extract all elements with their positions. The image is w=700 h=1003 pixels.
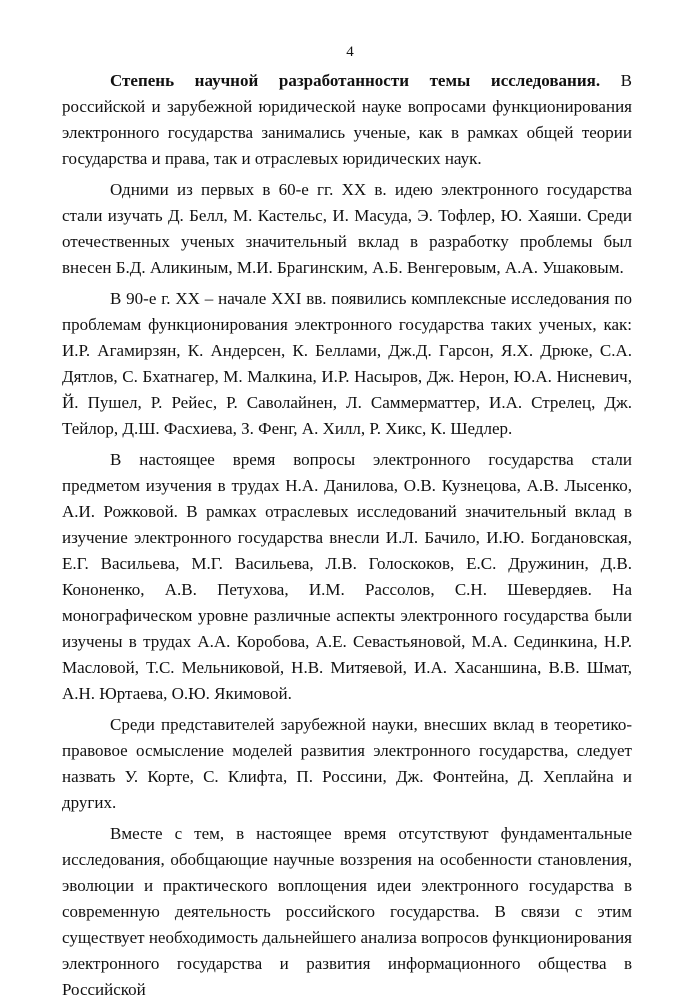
paragraph-text: Вместе с тем, в настоящее время отсутствуют фундаментальные исследования, обобщающие научные воззрения на особенности становления, эволюции и практического воплощения идеи электронного государства в современную деятельность российского государства. В связи с этим существует необходимость дальнейшего анализа вопросов функционирования электронного государства и развития информационного общества в Российской — [62, 824, 632, 999]
paragraph-1 — [62, 68, 632, 172]
document-body — [62, 68, 632, 1003]
paragraph-5 — [62, 712, 632, 816]
paragraph-2 — [62, 177, 632, 281]
paragraph-text: Одними из первых в 60-е гг. XX в. идею электронного государства стали изучать Д. Белл, М. Кастельс, И. Масуда, Э. Тофлер, Ю. Хаяши. Среди отечественных ученых значительный вклад в разработку проблемы был внесен Б.Д. Аликиным, М.И. Брагинским, А.Б. Венгеровым, А.А. Ушаковым. — [62, 180, 632, 277]
paragraph-4 — [62, 447, 632, 707]
section-heading: Степень научной разработанности темы исследования. — [110, 71, 601, 90]
paragraph-6 — [62, 821, 632, 1003]
page-number: 4 — [346, 44, 354, 60]
paragraph-text: Среди представителей зарубежной науки, внесших вклад в теоретико-правовое осмысление моделей развития электронного государства, следует назвать У. Корте, С. Клифта, П. Россини, Дж. Фонтейна, Д. Хеплайна и других. — [62, 715, 632, 812]
paragraph-3 — [62, 286, 632, 442]
paragraph-text: В настоящее время вопросы электронного государства стали предметом изучения в трудах Н.А. Данилова, О.В. Кузнецова, А.В. Лысенко, А.И. Рожковой. В рамках отраслевых исследований значительный вклад в изучение электронного государства внесли И.Л. Бачило, И.Ю. Богдановская, Е.Г. Васильева, М.Г. Васильева, Л.В. Голоскоков, Е.С. Дружинин, Д.В. Кононенко, А.В. Петухова, И.М. Рассолов, С.Н. Шевердяев. На монографическом уровне различные аспекты электронного государства были изучены в трудах А.А. Коробова, А.Е. Севастьяновой, М.А. Сединкина, Н.Р. Масловой, Т.С. Мельниковой, Н.В. Митяевой, И.А. Хасаншина, В.В. Шмат, А.Н. Юртаева, О.Ю. Якимовой. — [62, 450, 632, 703]
paragraph-text: В 90-е г. XX – начале XXI вв. появились комплексные исследования по проблемам функционирования электронного государства таких ученых, как: И.Р. Агамирзян, К. Андерсен, К. Беллами, Дж.Д. Гарсон, Я.Х. Дрюке, С.А. Дятлов, С. Бхатнагер, М. Малкина, И.Р. Насыров, Дж. Нерон, Ю.А. Нисневич, Й. Пушел, Р. Рейес, Р. Саволайнен, Л. Саммерматтер, И.А. Стрелец, Дж. Тейлор, Д.Ш. Фасхиева, З. Фенг, А. Хилл, Р. Хикс, К. Шедлер. — [62, 289, 632, 438]
paragraph-text: В российской и зарубежной юридической науке вопросами функционирования электронного государства занимались ученые, как в рамках общей теории государства и права, так и отраслевых юридических наук. — [62, 71, 633, 168]
